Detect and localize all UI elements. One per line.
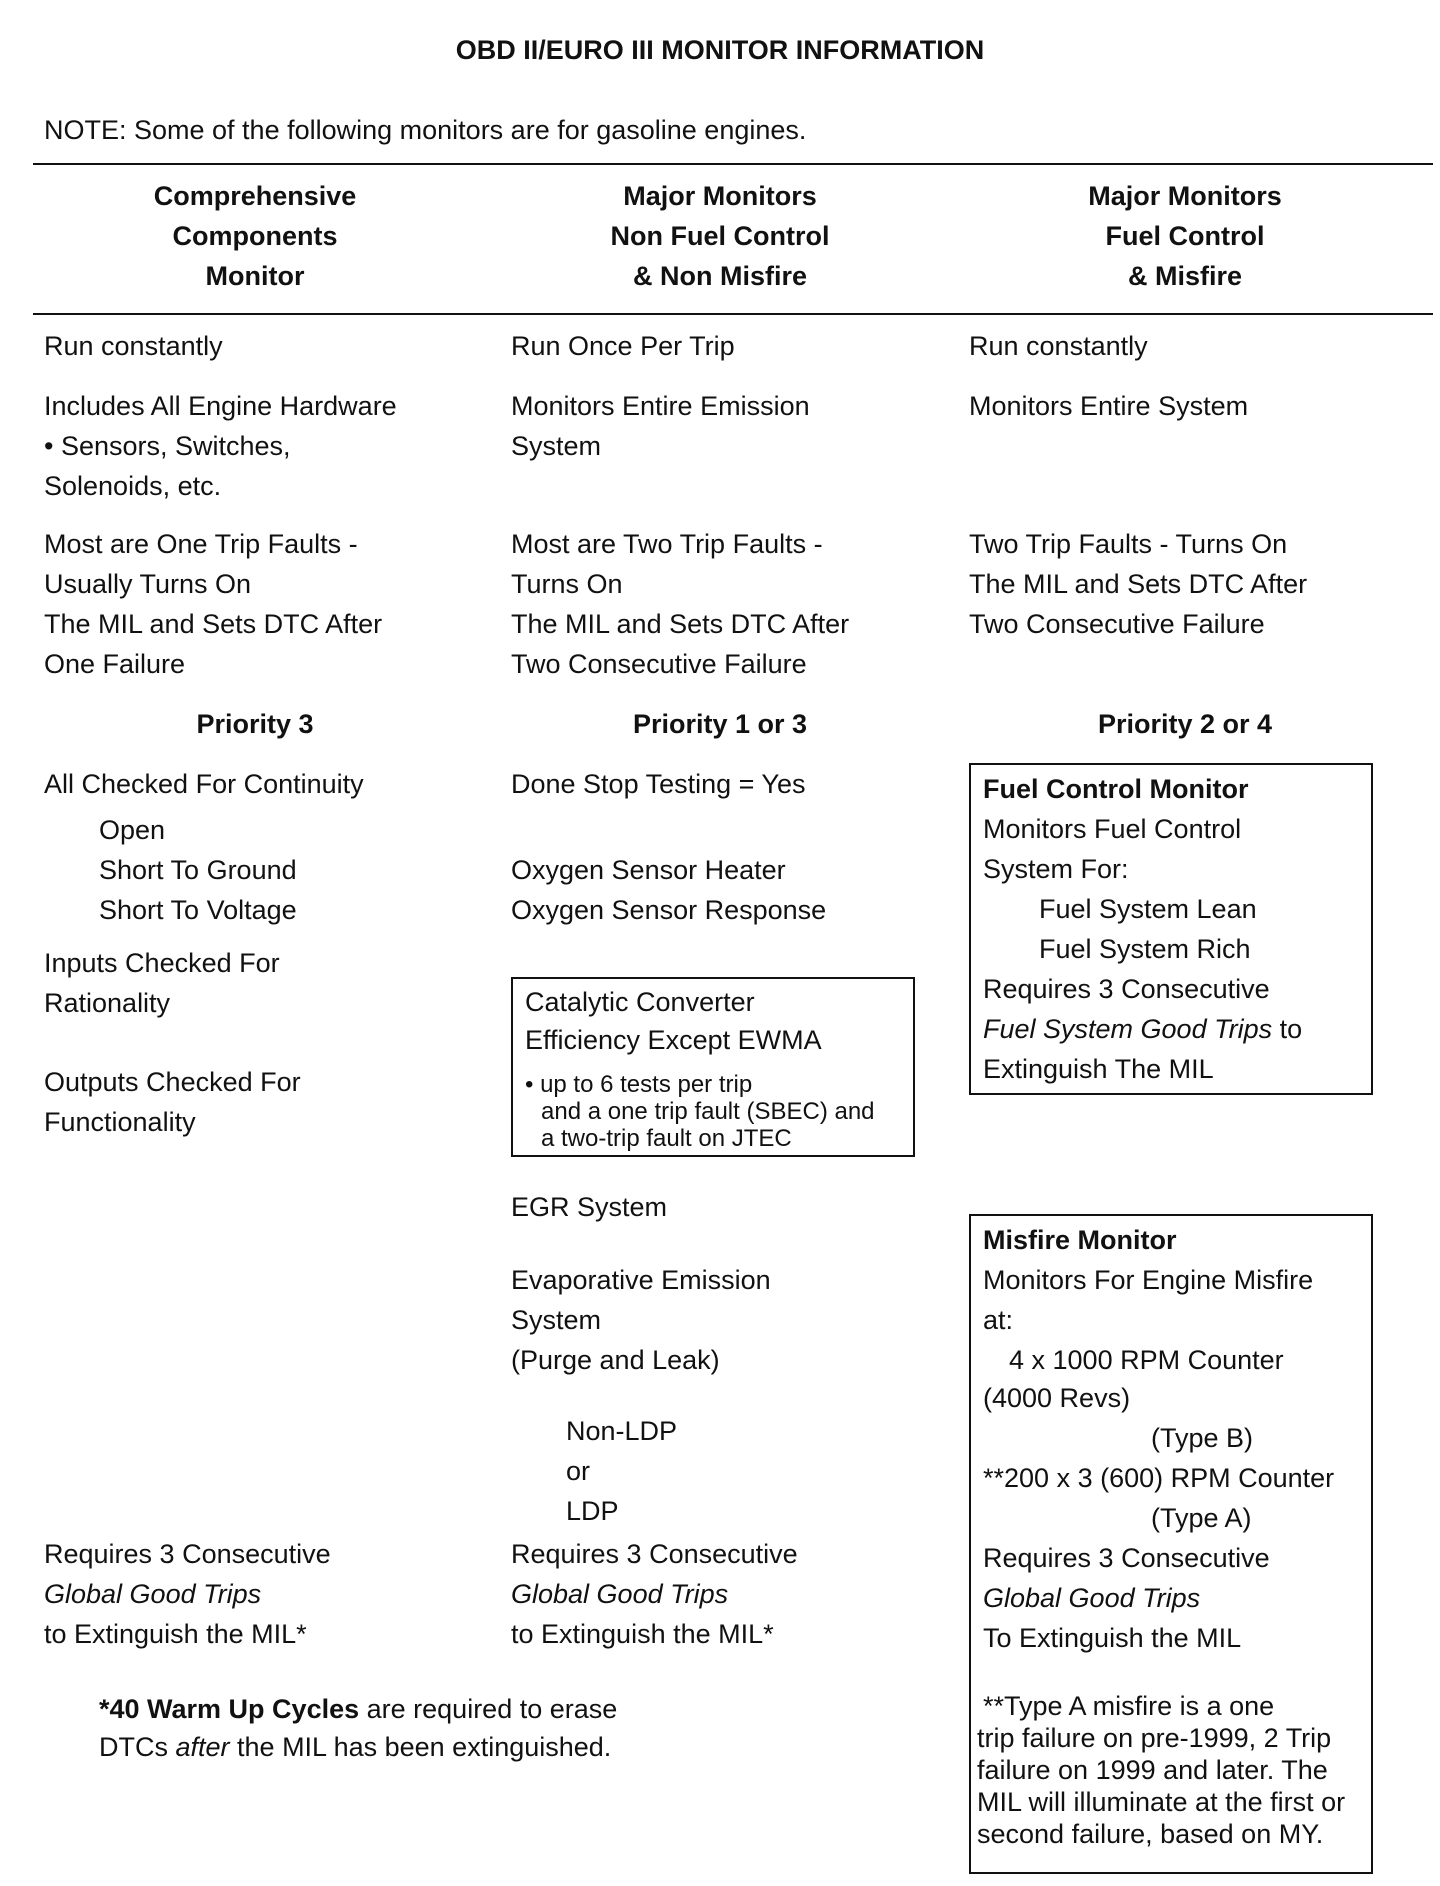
top-rule	[33, 163, 1433, 165]
header-comprehensive-components: Comprehensive Components Monitor	[153, 181, 357, 291]
col2-faults: Most are Two Trip Faults - Turns On The MIL and Sets DTC After Two Consecutive Failure	[511, 529, 850, 679]
col2-egr: EGR System	[511, 1192, 668, 1222]
col2-evap: Evaporative Emission System (Purge and Leak)	[511, 1265, 771, 1375]
col1-run: Run constantly	[44, 331, 223, 361]
col2-ldp: Non-LDP or LDP	[566, 1416, 678, 1526]
col2-monitors: Monitors Entire Emission System	[511, 391, 810, 461]
col2-oxygen: Oxygen Sensor Heater Oxygen Sensor Response	[511, 855, 827, 925]
header-fuel-control: Major Monitors Fuel Control & Misfire	[1088, 181, 1282, 291]
col1-priority: Priority 3	[196, 709, 314, 739]
col1-inputs: Inputs Checked For Rationality	[44, 948, 280, 1018]
page-title: OBD II/EURO III MONITOR INFORMATION	[455, 35, 985, 65]
col2-requires: Requires 3 Consecutive Global Good Trips to Extinguish the MIL*	[511, 1539, 798, 1649]
col2-run: Run Once Per Trip	[511, 331, 735, 361]
col1-continuity: All Checked For Continuity	[44, 769, 364, 799]
col3-priority: Priority 2 or 4	[1097, 709, 1273, 739]
col1-continuity-items: Open Short To Ground Short To Voltage	[99, 815, 297, 925]
warm-up-footnote: *40 Warm Up Cycles are required to erase DTCs after the MIL has been extinguished.	[99, 1694, 618, 1762]
col1-outputs: Outputs Checked For Functionality	[44, 1067, 301, 1137]
catalyst-box: Catalytic Converter Efficiency Except EWMA • up to 6 tests per trip and a one trip fault (SBEC) and a two-trip fault on JTEC	[511, 977, 915, 1157]
col3-faults: Two Trip Faults - Turns On The MIL and Sets DTC After Two Consecutive Failure	[969, 529, 1308, 639]
col2-priority: Priority 1 or 3	[632, 709, 808, 739]
note: NOTE: Some of the following monitors are for gasoline engines.	[44, 115, 807, 145]
fuel-control-box: Fuel Control Monitor Monitors Fuel Control System For: Fuel System Lean Fuel System Rich Requires 3 Consecutive Fuel System Good Trips to Extinguish The MIL	[969, 763, 1373, 1095]
header-non-fuel-control: Major Monitors Non Fuel Control & Non Misfire	[610, 181, 830, 291]
col1-hardware: Includes All Engine Hardware • Sensors, Switches, Solenoids, etc.	[44, 391, 397, 501]
col1-faults: Most are One Trip Faults - Usually Turns On The MIL and Sets DTC After One Failure	[44, 529, 383, 679]
col3-monitors: Monitors Entire System	[969, 391, 1249, 421]
col1-requires: Requires 3 Consecutive Global Good Trips to Extinguish the MIL*	[44, 1539, 331, 1649]
header-rule	[33, 313, 1433, 315]
col2-done-stop: Done Stop Testing = Yes	[511, 769, 806, 799]
col3-run: Run constantly	[969, 331, 1148, 361]
misfire-box: Misfire Monitor Monitors For Engine Misfire at: 4 x 1000 RPM Counter (4000 Revs) (Type B) **200 x 3 (600) RPM Counter (Type A) Requires 3 Consecutive Global Good Trips To Extinguish the MIL **Type A misfire is a one trip failure on pre-1999, 2 Trip failure on 1999 and later. The MIL will illuminate at the first or second failure, based on MY.	[969, 1214, 1373, 1874]
